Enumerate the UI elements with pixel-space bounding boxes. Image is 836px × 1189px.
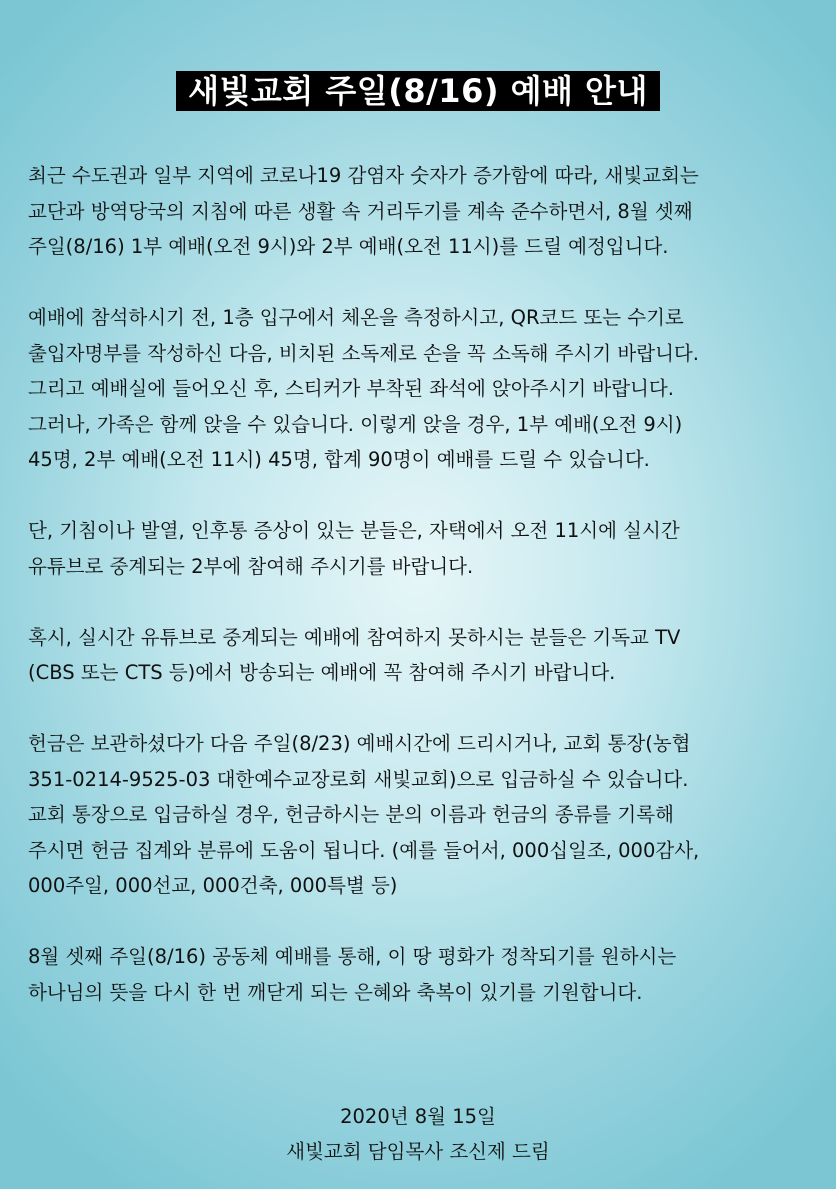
paragraph-line: 예배에 참석하시기 전, 1층 입구에서 체온을 측정하시고, QR코드 또는 수기로 (28, 306, 684, 329)
paragraph-line: 주일(8/16) 1부 예배(오전 9시)와 2부 예배(오전 11시)를 드릴 예정입니다. (28, 235, 669, 258)
paragraph-broadcast (28, 620, 818, 691)
title-container (0, 71, 836, 111)
notice-signature: 새빛교회 담임목사 조신제 드림 (286, 1140, 550, 1163)
paragraph-line: 유튜브로 중계되는 2부에 참여해 주시기를 바랍니다. (28, 554, 474, 578)
signature-block (0, 1099, 836, 1169)
paragraph-line: 000주일, 000선교, 000건축, 000특별 등) (28, 874, 398, 897)
paragraph-line: 하나님의 뜻을 다시 한 번 깨닫게 되는 은혜와 축복이 있기를 기원합니다. (28, 980, 643, 1004)
paragraph-line: 최근 수도권과 일부 지역에 코로나19 감염자 숫자가 증가함에 따라, 새빛교회는 (28, 164, 699, 187)
notice-date: 2020년 8월 15일 (340, 1105, 496, 1128)
notice-title: 새빛교회 주일(8/16) 예배 안내 (176, 71, 660, 111)
paragraph-line: 그리고 예배실에 들어오신 후, 스티커가 부착된 좌석에 앉아주시기 바랍니다. (28, 377, 674, 400)
paragraph-line: 헌금은 보관하셨다가 다음 주일(8/23) 예배시간에 드리시거나, 교회 통장(농협 (28, 732, 691, 755)
paragraph-blessing (28, 939, 818, 1010)
notice-body (28, 158, 818, 1046)
paragraph-line: 혹시, 실시간 유튜브로 중계되는 예배에 참여하지 못하시는 분들은 기독교 TV (28, 625, 681, 649)
paragraph-line: 그러나, 가족은 함께 앉을 수 있습니다. 이렇게 앉을 경우, 1부 예배(오전 9시) (28, 412, 683, 436)
paragraph-line: (CBS 또는 CTS 등)에서 방송되는 예배에 꼭 참여해 주시기 바랍니다. (28, 661, 616, 684)
paragraph-line: 교회 통장으로 입금하실 경우, 헌금하시는 분의 이름과 헌금의 종류를 기록해 (28, 803, 674, 826)
paragraph-line: 단, 기침이나 발열, 인후통 증상이 있는 분들은, 자택에서 오전 11시에 실시간 (28, 519, 680, 542)
paragraph-line: 45명, 2부 예배(오전 11시) 45명, 합계 90명이 예배를 드릴 수 있습니다. (28, 448, 650, 471)
paragraph-line: 교단과 방역당국의 지침에 따른 생활 속 거리두기를 계속 준수하면서, 8월 셋째 (28, 199, 693, 223)
paragraph-line: 351-0214-9525-03 대한예수교장로회 새빛교회)으로 입금하실 수 있습니다. (28, 767, 689, 791)
paragraph-attendance (28, 300, 818, 478)
paragraph-line: 8월 셋째 주일(8/16) 공동체 예배를 통해, 이 땅 평화가 정착되기를 원하시는 (28, 945, 677, 968)
paragraph-line: 주시면 헌금 집계와 분류에 도움이 됩니다. (예를 들어서, 000십일조, 000감사, (28, 838, 700, 862)
paragraph-line: 출입자명부를 작성하신 다음, 비치된 소독제로 손을 꼭 소독해 주시기 바랍니다. (28, 341, 699, 365)
paragraph-intro (28, 158, 818, 265)
paragraph-offering (28, 726, 818, 904)
paragraph-symptoms (28, 513, 818, 584)
